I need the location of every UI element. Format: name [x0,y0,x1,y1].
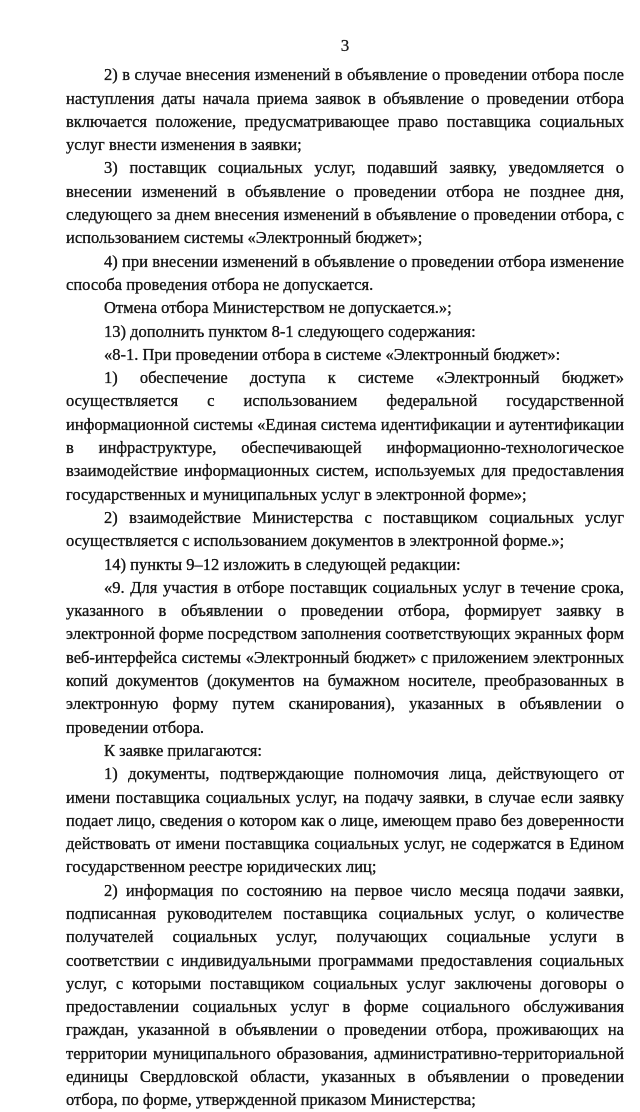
paragraph-attachment-1: 1) документы, подтверждающие полномочия лица, действующего от имени поставщика социальных услуг, на подачу заявки, в случае если заявку подает лицо, сведения о котором как о лице, имеющем право без доверенности действовать от имени поставщика социальных услуг, не содержатся в Едином государственном реестре юридических лиц; [66,764,624,877]
paragraph-attachment-2: 2) информация по состоянию на первое число месяца подачи заявки, подписанная руководителем поставщика социальных услуг, о количестве получателей социальных услуг, получающих социальные услуги в соответствии с индивидуальными программами предоставления социальных услуг, с которыми поставщиком социальных услуг заключены договоры о предоставлении социальных услуг в форме социального обслуживания граждан, указанной в объявлении о проведении отбора, проживающих на территории муниципального образования, административно-территориальной единицы Свердловской области, указанных в объявлении о проведении отбора, по форме, утвержденной приказом Министерства; [66,880,624,1110]
paragraph-8-1-subitem-2: 2) взаимодействие Министерства с поставщиком социальных услуг осуществляется с использованием документов в электронной форме.»; [66,507,624,551]
paragraph-attachments-intro: К заявке прилагаются: [104,740,262,760]
paragraph-subitem-2: 2) в случае внесения изменений в объявление о проведении отбора после наступления даты начала приема заявок в объявление о проведении отбора включается положение, предусматривающее право поставщика социальных услуг внести изменения в заявки; [66,65,624,155]
page-number: 3 [340,36,350,55]
paragraph-point-8-1: «8-1. При проведении отбора в системе «Электронный бюджет»: [104,344,561,364]
document-body [66,63,624,1111]
paragraph-subitem-4: 4) при внесении изменений в объявление о проведении отбора изменение способа проведения отбора не допускается. [66,251,624,294]
paragraph-8-1-subitem-1: 1) обеспечение доступа к системе «Электронный бюджет» осуществляется с использованием федеральной государственной информационной системы «Единая система идентификации и аутентификации в инфраструктуре, обеспечивающей информационно-технологическое взаимодействие информационных систем, используемых для предоставления государственных и муниципальных услуг в электронной форме»; [66,368,624,504]
paragraph-item-14: 14) пункты 9–12 изложить в следующей редакции: [104,554,461,574]
paragraph-point-9: «9. Для участия в отборе поставщик социальных услуг в течение срока, указанного в объявлении о проведении отбора, формирует заявку в электронной форме посредством заполнения соответствующих экранных форм веб-интерфейса системы «Электронный бюджет» с приложением электронных копий документов (документов на бумажном носителе, преобразованных в электронную форму путем сканирования), указанных в объявлении о проведении отбора. [66,577,624,737]
paragraph-cancellation-note: Отмена отбора Министерством не допускается.»; [104,298,452,318]
paragraph-item-13: 13) дополнить пунктом 8-1 следующего содержания: [104,321,476,341]
paragraph-subitem-3: 3) поставщик социальных услуг, подавший заявку, уведомляется о внесении изменений в объявление о проведении отбора не позднее дня, следующего за днем внесения изменений в объявление о проведении отбора, с использованием системы «Электронный бюджет»; [66,158,624,248]
